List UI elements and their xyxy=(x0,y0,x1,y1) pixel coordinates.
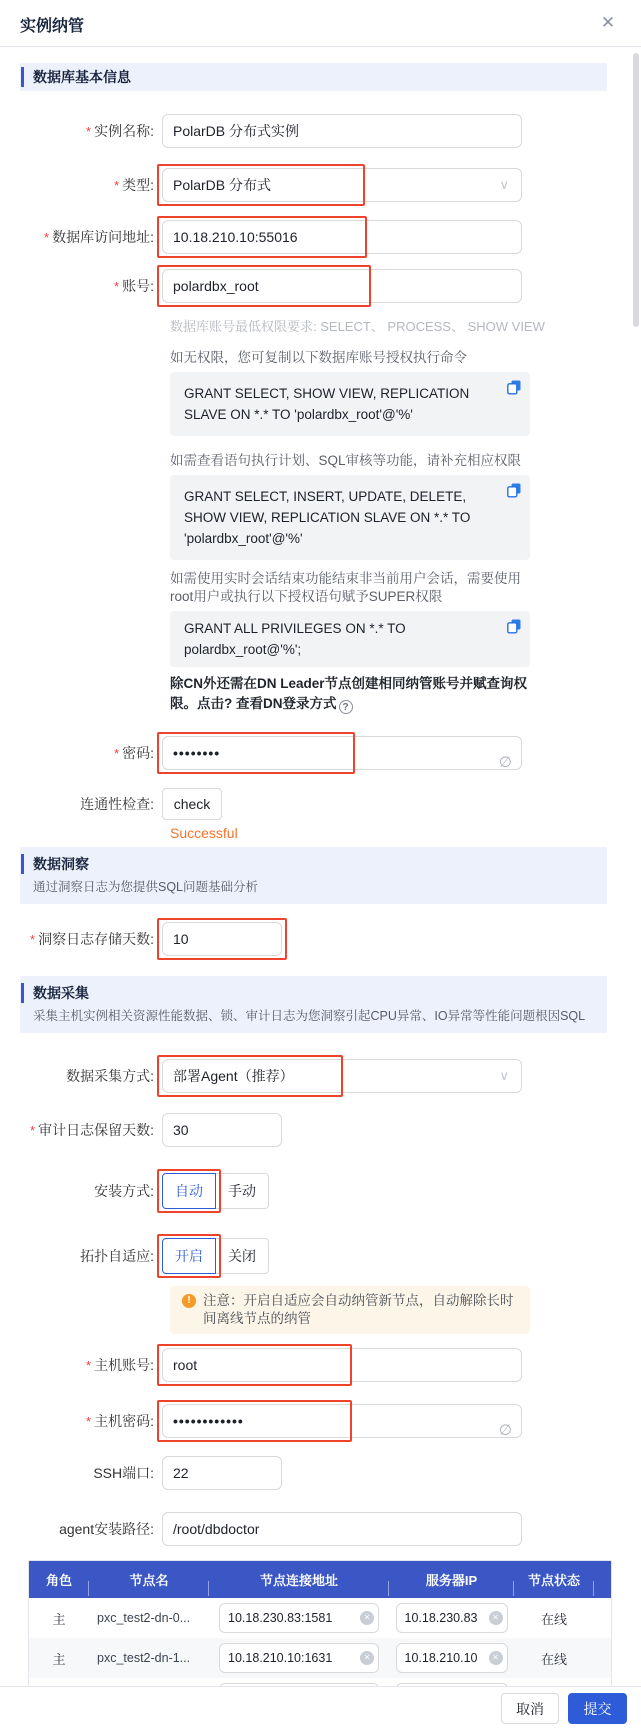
section-collect xyxy=(20,976,607,1033)
address-label xyxy=(20,228,162,247)
type-select-value: PolarDB 分布式 xyxy=(173,177,272,193)
audit-days-label xyxy=(20,1121,162,1140)
clear-icon[interactable]: ✕ xyxy=(360,1651,374,1665)
col-node-status: 节点状态 xyxy=(514,1570,594,1589)
check-button[interactable]: check xyxy=(162,788,222,820)
section-insight-title: 数据洞察 xyxy=(21,854,607,874)
address-input[interactable] xyxy=(162,220,522,254)
modal-footer xyxy=(0,1686,641,1730)
insight-retention-row xyxy=(20,922,641,956)
account-label xyxy=(20,277,162,296)
password-input[interactable] xyxy=(162,736,522,770)
grant-sql-3 xyxy=(170,611,530,667)
col-server-ip: 服务器IP xyxy=(389,1570,514,1589)
copy-icon[interactable] xyxy=(506,482,522,498)
password-row xyxy=(20,736,641,770)
address-label-text: 数据库访问地址: xyxy=(52,228,154,245)
node-role: 主 xyxy=(52,1651,66,1667)
host-account-label xyxy=(20,1356,162,1375)
section-basic-title: 数据库基本信息 xyxy=(21,67,607,87)
type-label-text: 类型: xyxy=(122,176,154,193)
ssh-port-input[interactable] xyxy=(162,1456,282,1490)
connectivity-status: Successful xyxy=(170,825,238,841)
agent-path-input[interactable] xyxy=(162,1512,522,1546)
node-status: 在线 xyxy=(540,1611,567,1627)
required-mark: * xyxy=(44,229,50,245)
grant-sql-2-text: GRANT SELECT, INSERT, UPDATE, DELETE, SHOW VIEW, REPLICATION SLAVE ON *.* TO 'polardbx_root'@'%' xyxy=(184,489,471,546)
node-address-input[interactable] xyxy=(219,1603,379,1633)
password-label xyxy=(20,744,162,763)
instance-name-label xyxy=(20,122,162,141)
modal-header xyxy=(0,0,641,47)
clear-icon[interactable]: ✕ xyxy=(489,1651,503,1665)
eye-off-icon[interactable]: ∅ xyxy=(498,1422,512,1439)
required-mark: * xyxy=(30,1122,36,1138)
host-account-input[interactable] xyxy=(162,1348,522,1382)
audit-days-input[interactable] xyxy=(162,1113,282,1147)
section-basic-info xyxy=(20,63,607,91)
col-node-name: 节点名 xyxy=(89,1570,209,1589)
install-mode-label: 安装方式: xyxy=(94,1183,154,1199)
type-select[interactable] xyxy=(162,168,522,202)
collect-method-value: 部署Agent（推荐） xyxy=(173,1068,294,1084)
col-node-address: 节点连接地址 xyxy=(209,1570,389,1589)
host-account-row xyxy=(20,1348,641,1382)
insight-retention-label-text: 洞察日志存储天数: xyxy=(38,930,154,947)
agent-path-label: agent安装路径: xyxy=(59,1521,154,1537)
topology-on-button[interactable]: 开启 xyxy=(162,1238,216,1274)
copy-icon[interactable] xyxy=(506,379,522,395)
grant-sql-2 xyxy=(170,475,530,560)
topology-off-button[interactable]: 关闭 xyxy=(215,1238,269,1274)
clear-icon[interactable]: ✕ xyxy=(360,1611,374,1625)
instance-name-input[interactable] xyxy=(162,114,522,148)
password-label-text: 密码: xyxy=(122,744,154,761)
grant-sql-1 xyxy=(170,372,530,436)
modal-scrollbar[interactable] xyxy=(633,53,639,327)
address-row xyxy=(20,220,641,254)
collect-method-select[interactable] xyxy=(162,1059,522,1093)
cancel-button[interactable]: 取消 xyxy=(501,1693,559,1724)
host-account-label-text: 主机账号: xyxy=(94,1356,154,1373)
close-icon[interactable]: ✕ xyxy=(597,12,619,34)
install-mode-manual-button[interactable]: 手动 xyxy=(215,1173,269,1209)
required-mark: * xyxy=(114,177,120,193)
section-insight xyxy=(20,847,607,904)
connectivity-row xyxy=(20,788,641,820)
node-name: pxc_test2-dn-0... xyxy=(97,1611,191,1625)
instance-name-row xyxy=(20,114,641,148)
host-password-label xyxy=(20,1412,162,1431)
account-row xyxy=(20,269,641,303)
required-mark: * xyxy=(86,123,92,139)
host-password-label-text: 主机密码: xyxy=(94,1412,154,1429)
ssh-port-label: SSH端口: xyxy=(93,1465,154,1481)
col-role: 角色 xyxy=(29,1570,89,1589)
question-circle-icon[interactable]: ? xyxy=(339,700,353,714)
audit-days-label-text: 审计日志保留天数: xyxy=(38,1121,154,1138)
table-row xyxy=(29,1598,611,1638)
grant-tip-1: 如无权限，您可复制以下数据库账号授权执行命令 xyxy=(170,350,467,365)
account-permission-hint: 数据库账号最低权限要求: SELECT、 PROCESS、 SHOW VIEW xyxy=(170,319,545,334)
table-row xyxy=(29,1638,611,1678)
dn-leader-note-text: 除CN外还需在DN Leader节点创建相同纳管账号并赋查询权限。点击? 查看DN登录方式 xyxy=(170,676,528,711)
host-password-input[interactable] xyxy=(162,1404,522,1438)
required-mark: * xyxy=(86,1413,92,1429)
topology-row xyxy=(20,1238,641,1274)
chevron-down-icon: ∨ xyxy=(499,1068,509,1083)
agent-path-row xyxy=(20,1512,641,1546)
account-input[interactable] xyxy=(162,269,522,303)
dn-leader-note xyxy=(170,674,542,714)
clear-icon[interactable]: ✕ xyxy=(489,1611,503,1625)
node-name: pxc_test2-dn-1... xyxy=(97,1651,191,1665)
section-insight-subtitle: 通过洞察日志为您提供SQL问题基础分析 xyxy=(33,880,259,894)
type-label xyxy=(20,176,162,195)
topology-label: 拓扑自适应: xyxy=(80,1248,154,1264)
grant-sql-1-text: GRANT SELECT, SHOW VIEW, REPLICATION SLAVE ON *.* TO 'polardbx_root'@'%' xyxy=(184,386,470,422)
topology-warning xyxy=(170,1286,530,1334)
modal-title: 实例纳管 xyxy=(20,18,85,35)
copy-icon[interactable] xyxy=(506,618,522,634)
required-mark: * xyxy=(114,745,120,761)
host-password-row xyxy=(20,1404,641,1438)
node-address-input[interactable] xyxy=(219,1643,379,1673)
account-label-text: 账号: xyxy=(122,277,154,294)
submit-button[interactable]: 提交 xyxy=(568,1693,627,1724)
instance-name-label-text: 实例名称: xyxy=(94,122,154,139)
eye-off-icon[interactable]: ∅ xyxy=(498,754,512,771)
topology-warning-text: 注意：开启自适应会自动纳管新节点，自动解除长时间离线节点的纳管 xyxy=(203,1293,514,1326)
connectivity-label: 连通性检查: xyxy=(80,796,154,812)
chevron-down-icon: ∨ xyxy=(499,177,509,192)
insight-retention-input[interactable] xyxy=(162,922,282,956)
required-mark: * xyxy=(86,1357,92,1373)
modal-body xyxy=(0,48,641,1686)
warning-icon: ! xyxy=(182,1294,196,1308)
collect-method-label: 数据采集方式: xyxy=(66,1068,154,1084)
audit-days-row xyxy=(20,1113,641,1147)
node-role: 主 xyxy=(52,1611,66,1627)
install-mode-row xyxy=(20,1173,641,1209)
grant-sql-3-text: GRANT ALL PRIVILEGES ON *.* TO polardbx_root@'%'; xyxy=(184,621,406,657)
insight-retention-label xyxy=(20,930,162,949)
section-collect-title: 数据采集 xyxy=(21,983,607,1003)
grant-tip-3: 如需使用实时会话结束功能结束非当前用户会话，需要使用root用户或执行以下授权语句赋予SUPER权限 xyxy=(170,571,521,604)
type-row xyxy=(20,168,641,202)
grant-tip-2: 如需查看语句执行计划、SQL审核等功能，请补充相应权限 xyxy=(170,453,522,468)
nodes-table-header xyxy=(29,1561,611,1598)
required-mark: * xyxy=(30,931,36,947)
install-mode-auto-button[interactable]: 自动 xyxy=(162,1173,216,1209)
node-status: 在线 xyxy=(540,1651,567,1667)
required-mark: * xyxy=(114,278,120,294)
section-collect-subtitle: 采集主机实例相关资源性能数据、锁、审计日志为您洞察引起CPU异常、IO异常等性能问题根因SQL xyxy=(33,1009,586,1023)
collect-method-row xyxy=(20,1059,641,1093)
ssh-port-row xyxy=(20,1456,641,1490)
